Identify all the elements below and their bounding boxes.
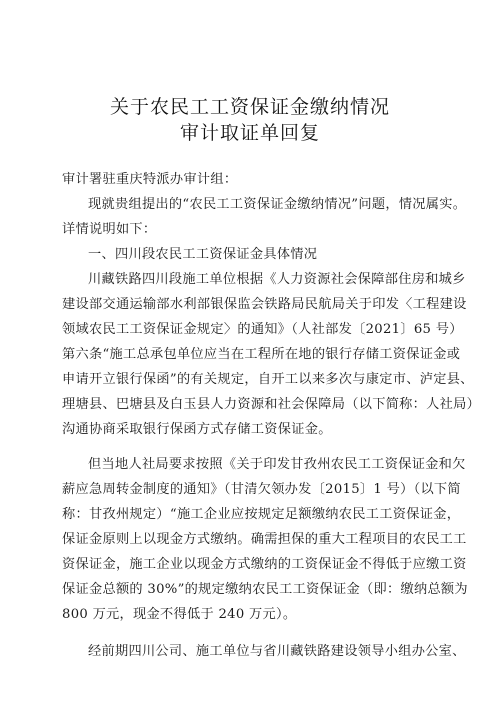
- paragraph-line: 经前期四川公司、施工单位与省川藏铁路建设领导小组办公室、: [88, 644, 466, 659]
- paragraph-line: 薪应急周转金制度的通知》（甘清欠领办发〔2015〕1 号）（以下简: [62, 482, 461, 497]
- paragraph-line: 领域农民工工资保证金规定〉的通知》（人社部发〔2021〕65 号）: [62, 322, 463, 337]
- document-title-line-2: 审计取证单回复: [179, 122, 320, 144]
- paragraph-line: 称：甘孜州规定）“施工企业应按规定足额缴纳农民工工资保证金，: [62, 507, 461, 522]
- paragraph-line: 资保证金，施工企业以现金方式缴纳的工资保证金不得低于应缴工资: [62, 557, 467, 572]
- paragraph-line: 建设部交通运输部水利部银保监会铁路局民航局关于印发〈工程建设: [62, 297, 467, 312]
- paragraph-line: 800 万元，现金不得低于 240 万元）。: [62, 607, 297, 622]
- document-title-line-1: 关于农民工工资保证金缴纳情况: [109, 96, 390, 118]
- paragraph-line: 详情说明如下：: [62, 222, 157, 237]
- paragraph-line: 保证金总额的 30%”的规定缴纳农民工工资保证金（即：缴纳总额为: [62, 582, 468, 597]
- salutation: 审计署驻重庆特派办审计组：: [62, 172, 238, 187]
- paragraph-line: 理塘县、巴塘县及白玉县人力资源和社会保障局（以下简称：人社局）: [62, 397, 481, 412]
- paragraph-line: 第六条“施工总承包单位应当在工程所在地的银行存储工资保证金或: [62, 347, 461, 362]
- paragraph-line: 现就贵组提出的“农民工工资保证金缴纳情况”问题，情况属实。: [88, 197, 467, 212]
- paragraph-line: 保证金原则上以现金方式缴纳。确需担保的重大工程项目的农民工工: [62, 532, 467, 547]
- paragraph-line: 沟通协商采取银行保函方式存储工资保证金。: [62, 422, 332, 437]
- paragraph-line: 申请开立银行保函”的有关规定，自开工以来多次与康定市、泸定县、: [62, 372, 474, 387]
- section-heading: 一、四川段农民工工资保证金具体情况: [88, 247, 318, 262]
- paragraph-line: 但当地人社局要求按照《关于印发甘孜州农民工工资保证金和欠: [88, 457, 466, 472]
- paragraph-line: 川藏铁路四川段施工单位根据《人力资源社会保障部住房和城乡: [88, 272, 466, 287]
